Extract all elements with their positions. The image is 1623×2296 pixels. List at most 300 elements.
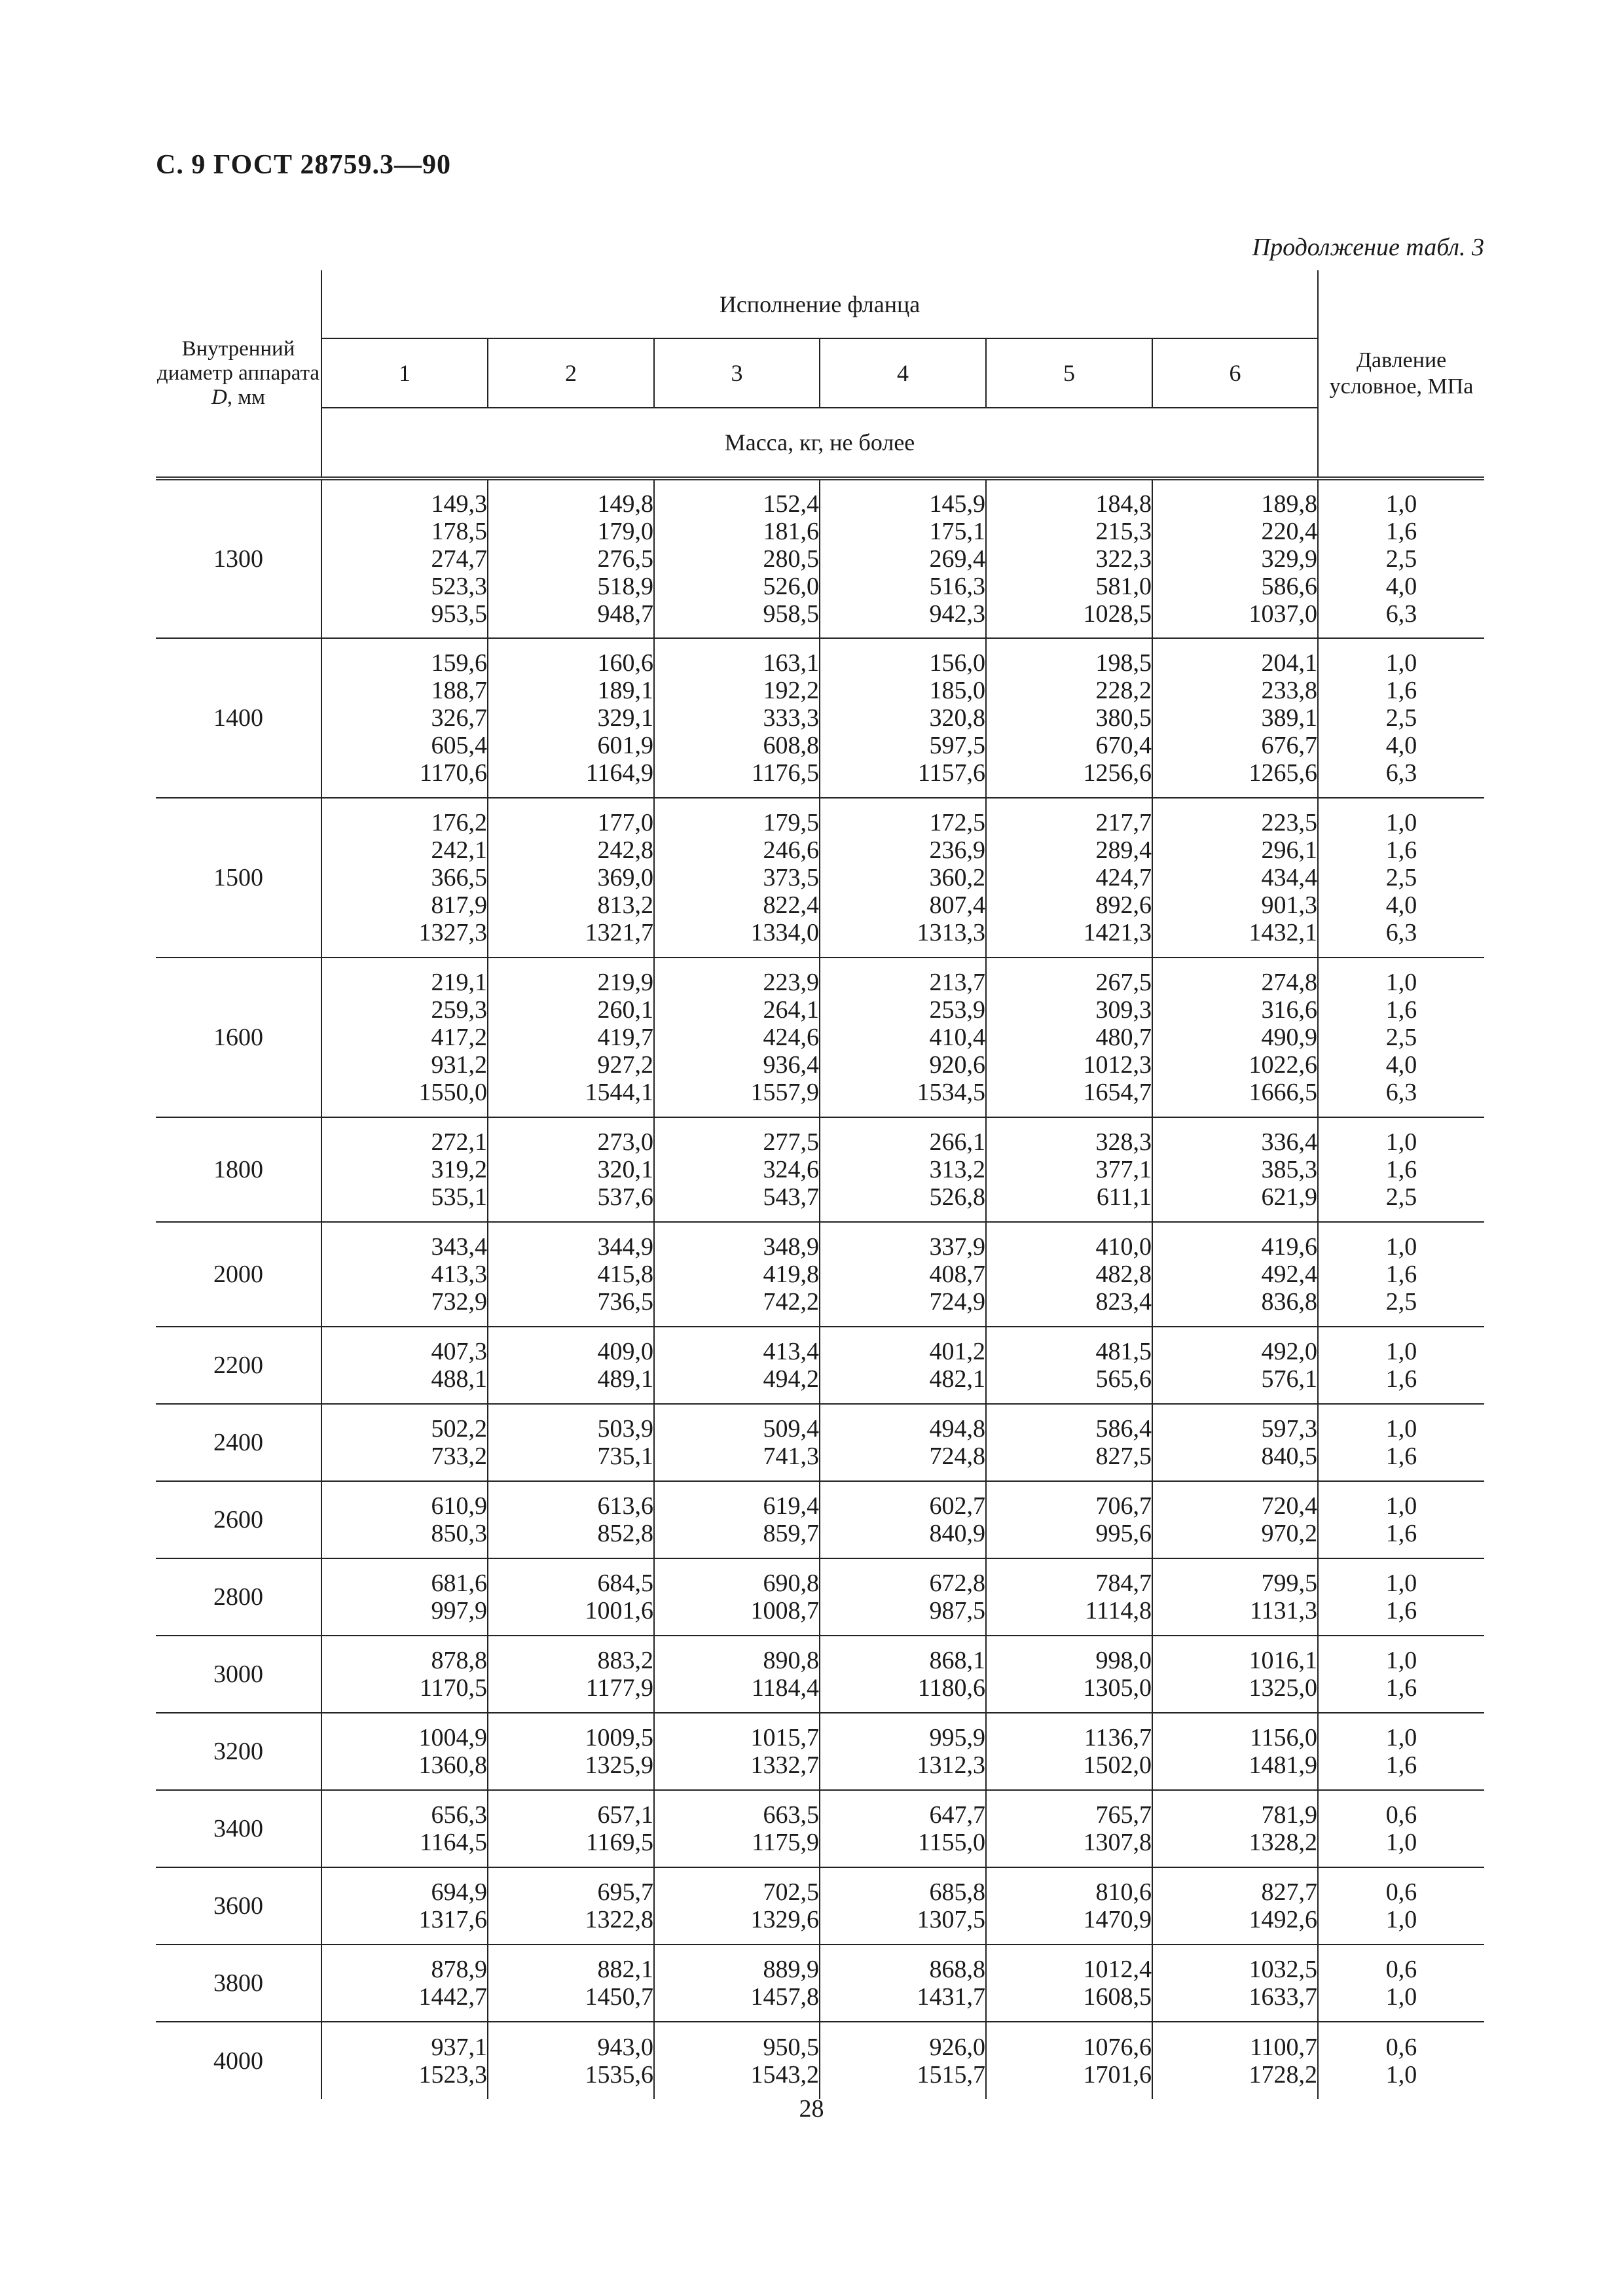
mass-cell-version-6 bbox=[1152, 1222, 1318, 1327]
mass-value: 215,3 bbox=[1095, 518, 1152, 545]
mass-value: 1155,0 bbox=[917, 1829, 985, 1856]
mass-cell-version-5 bbox=[986, 1117, 1152, 1222]
pressure-value: 0,6 bbox=[1385, 1801, 1417, 1829]
mass-value: 185,0 bbox=[929, 677, 985, 704]
mass-cell-version-2 bbox=[488, 1636, 654, 1713]
mass-value: 1307,8 bbox=[1083, 1829, 1152, 1856]
mass-cell-version-1 bbox=[321, 1867, 488, 1945]
mass-cell-version-4 bbox=[820, 1404, 986, 1481]
mass-value: 706,7 bbox=[1095, 1492, 1152, 1520]
mass-value: 145,9 bbox=[929, 490, 985, 518]
mass-cell-version-6 bbox=[1152, 1867, 1318, 1945]
mass-value: 149,3 bbox=[431, 490, 487, 518]
mass-value: 489,1 bbox=[597, 1365, 653, 1393]
mass-value: 1332,7 bbox=[750, 1751, 819, 1779]
table-row bbox=[156, 1636, 1484, 1713]
mass-cell-version-2 bbox=[488, 1117, 654, 1222]
mass-value: 503,9 bbox=[597, 1415, 653, 1443]
mass-value: 219,1 bbox=[431, 969, 487, 996]
mass-cell-version-2 bbox=[488, 1481, 654, 1558]
pressure-cell bbox=[1318, 2022, 1484, 2099]
mass-value: 720,4 bbox=[1261, 1492, 1318, 1520]
pressure-value: 1,6 bbox=[1385, 677, 1417, 704]
mass-value: 807,4 bbox=[929, 891, 985, 919]
mass-value: 822,4 bbox=[763, 891, 819, 919]
mass-cell-version-5 bbox=[986, 478, 1152, 638]
pressure-value: 1,0 bbox=[1385, 1492, 1417, 1520]
mass-value: 827,5 bbox=[1095, 1443, 1152, 1470]
mass-value: 1180,6 bbox=[917, 1674, 985, 1702]
mass-value: 1012,3 bbox=[1083, 1051, 1152, 1079]
mass-value: 1184,4 bbox=[751, 1674, 819, 1702]
mass-value: 482,8 bbox=[1095, 1261, 1152, 1288]
mass-value: 1450,7 bbox=[585, 1983, 653, 2011]
mass-value: 1256,6 bbox=[1083, 759, 1152, 787]
mass-value: 1157,6 bbox=[917, 759, 985, 787]
mass-value: 950,5 bbox=[763, 2033, 819, 2061]
mass-value: 1534,5 bbox=[917, 1079, 985, 1106]
pressure-value: 1,6 bbox=[1385, 1365, 1417, 1393]
mass-cell-version-4 bbox=[820, 478, 986, 638]
pressure-cell bbox=[1318, 1222, 1484, 1327]
pressure-value: 0,6 bbox=[1385, 2033, 1417, 2061]
mass-value: 1016,1 bbox=[1249, 1647, 1318, 1674]
pressure-value: 1,0 bbox=[1385, 1906, 1417, 1933]
mass-cell-version-1 bbox=[321, 638, 488, 798]
diameter-cell: 2200 bbox=[156, 1327, 321, 1404]
mass-value: 695,7 bbox=[597, 1878, 653, 1906]
mass-cell-version-4 bbox=[820, 1636, 986, 1713]
mass-cell-version-6 bbox=[1152, 1713, 1318, 1790]
mass-value: 424,7 bbox=[1095, 864, 1152, 891]
table-row bbox=[156, 1713, 1484, 1790]
mass-value: 1076,6 bbox=[1083, 2033, 1152, 2061]
pressure-cell bbox=[1318, 1945, 1484, 2022]
pressure-value: 1,0 bbox=[1385, 1983, 1417, 2011]
mass-value: 995,6 bbox=[1095, 1520, 1152, 1547]
mass-cell-version-5 bbox=[986, 1790, 1152, 1867]
mass-value: 328,3 bbox=[1095, 1128, 1152, 1156]
mass-value: 610,9 bbox=[431, 1492, 487, 1520]
mass-value: 1701,6 bbox=[1083, 2060, 1152, 2089]
mass-cell-version-3 bbox=[654, 1222, 820, 1327]
mass-value: 1544,1 bbox=[585, 1079, 653, 1106]
page-title: С. 9 ГОСТ 28759.3—90 bbox=[156, 150, 452, 180]
mass-value: 948,7 bbox=[597, 600, 653, 628]
mass-value: 369,0 bbox=[597, 864, 653, 891]
mass-value: 482,1 bbox=[929, 1365, 985, 1393]
pressure-cell bbox=[1318, 1117, 1484, 1222]
mass-value: 410,0 bbox=[1095, 1233, 1152, 1261]
mass-cell-version-3 bbox=[654, 1117, 820, 1222]
mass-value: 840,9 bbox=[929, 1520, 985, 1547]
mass-value: 810,6 bbox=[1095, 1878, 1152, 1906]
mass-value: 799,5 bbox=[1261, 1570, 1318, 1597]
mass-value: 1502,0 bbox=[1083, 1751, 1152, 1779]
mass-cell-version-1 bbox=[321, 1222, 488, 1327]
mass-cell-version-3 bbox=[654, 798, 820, 958]
mass-value: 160,6 bbox=[597, 649, 653, 677]
mass-value: 480,7 bbox=[1095, 1024, 1152, 1051]
table-row bbox=[156, 1222, 1484, 1327]
pressure-cell bbox=[1318, 1790, 1484, 1867]
diameter-cell: 2800 bbox=[156, 1558, 321, 1636]
mass-cell-version-1 bbox=[321, 798, 488, 958]
mass-cell-version-2 bbox=[488, 1790, 654, 1867]
mass-value: 1325,9 bbox=[585, 1751, 653, 1779]
mass-value: 1100,7 bbox=[1249, 2033, 1318, 2061]
mass-value: 890,8 bbox=[763, 1647, 819, 1674]
mass-value: 389,1 bbox=[1261, 704, 1318, 732]
mass-value: 179,5 bbox=[763, 809, 819, 836]
mass-value: 601,9 bbox=[597, 732, 653, 759]
pressure-value: 1,6 bbox=[1385, 1674, 1417, 1702]
mass-value: 264,1 bbox=[763, 996, 819, 1024]
mass-value: 152,4 bbox=[763, 490, 819, 518]
mass-value: 274,8 bbox=[1261, 969, 1318, 996]
mass-value: 385,3 bbox=[1261, 1156, 1318, 1183]
pressure-value: 1,0 bbox=[1385, 1128, 1417, 1156]
mass-value: 657,1 bbox=[597, 1801, 653, 1829]
mass-value: 608,8 bbox=[763, 732, 819, 759]
mass-cell-version-1 bbox=[321, 1327, 488, 1404]
mass-value: 733,2 bbox=[431, 1443, 487, 1470]
mass-value: 1470,9 bbox=[1083, 1906, 1152, 1933]
mass-value: 878,9 bbox=[431, 1956, 487, 1983]
mass-value: 272,1 bbox=[431, 1128, 487, 1156]
mass-value: 1457,8 bbox=[750, 1983, 819, 2011]
mass-value: 184,8 bbox=[1095, 490, 1152, 518]
mass-value: 313,2 bbox=[929, 1156, 985, 1183]
mass-cell-version-6 bbox=[1152, 1404, 1318, 1481]
mass-value: 1481,9 bbox=[1249, 1751, 1318, 1779]
mass-value: 920,6 bbox=[929, 1051, 985, 1079]
pressure-value: 1,6 bbox=[1385, 1443, 1417, 1470]
mass-value: 1431,7 bbox=[917, 1983, 985, 2011]
mass-value: 576,1 bbox=[1261, 1365, 1318, 1393]
table-continuation-label: Продолжение табл. 3 bbox=[1252, 234, 1484, 261]
mass-value: 228,2 bbox=[1095, 677, 1152, 704]
mass-cell-version-4 bbox=[820, 1327, 986, 1404]
mass-value: 401,2 bbox=[929, 1338, 985, 1365]
header-version-5: 5 bbox=[986, 338, 1152, 408]
diameter-cell: 3000 bbox=[156, 1636, 321, 1713]
pressure-value: 6,3 bbox=[1385, 1079, 1417, 1106]
mass-value: 937,1 bbox=[431, 2033, 487, 2061]
mass-value: 998,0 bbox=[1095, 1647, 1152, 1674]
mass-value: 1012,4 bbox=[1083, 1956, 1152, 1983]
mass-value: 1515,7 bbox=[917, 2060, 985, 2089]
mass-value: 943,0 bbox=[597, 2033, 653, 2061]
mass-value: 178,5 bbox=[431, 518, 487, 545]
table-row bbox=[156, 478, 1484, 638]
table-row bbox=[156, 2022, 1484, 2099]
mass-value: 348,9 bbox=[763, 1233, 819, 1261]
mass-value: 942,3 bbox=[929, 600, 985, 628]
mass-cell-version-4 bbox=[820, 1481, 986, 1558]
diameter-cell: 4000 bbox=[156, 2022, 321, 2099]
mass-value: 326,7 bbox=[431, 704, 487, 732]
mass-value: 621,9 bbox=[1261, 1183, 1318, 1211]
pressure-value: 1,0 bbox=[1385, 1415, 1417, 1443]
mass-cell-version-1 bbox=[321, 958, 488, 1117]
mass-value: 586,6 bbox=[1261, 573, 1318, 600]
mass-value: 373,5 bbox=[763, 864, 819, 891]
pressure-value: 1,6 bbox=[1385, 518, 1417, 545]
mass-value: 518,9 bbox=[597, 573, 653, 600]
pressure-value: 6,3 bbox=[1385, 919, 1417, 946]
mass-value: 581,0 bbox=[1095, 573, 1152, 600]
mass-value: 277,5 bbox=[763, 1128, 819, 1156]
mass-value: 163,1 bbox=[763, 649, 819, 677]
mass-value: 681,6 bbox=[431, 1570, 487, 1597]
mass-value: 175,1 bbox=[929, 518, 985, 545]
pressure-value: 1,6 bbox=[1385, 1261, 1417, 1288]
mass-value: 343,4 bbox=[431, 1233, 487, 1261]
mass-cell-version-4 bbox=[820, 798, 986, 958]
mass-value: 1136,7 bbox=[1084, 1724, 1152, 1751]
mass-value: 322,3 bbox=[1095, 545, 1152, 573]
diameter-cell: 2600 bbox=[156, 1481, 321, 1558]
mass-value: 329,1 bbox=[597, 704, 653, 732]
mass-value: 320,1 bbox=[597, 1156, 653, 1183]
mass-cell-version-4 bbox=[820, 1713, 986, 1790]
mass-value: 602,7 bbox=[929, 1492, 985, 1520]
pressure-value: 0,6 bbox=[1385, 1878, 1417, 1906]
mass-cell-version-5 bbox=[986, 1404, 1152, 1481]
mass-value: 1666,5 bbox=[1249, 1079, 1318, 1106]
mass-value: 1175,9 bbox=[751, 1829, 819, 1856]
mass-value: 413,4 bbox=[763, 1338, 819, 1365]
table-row bbox=[156, 1117, 1484, 1222]
mass-cell-version-5 bbox=[986, 1713, 1152, 1790]
mass-value: 494,2 bbox=[763, 1365, 819, 1393]
mass-value: 217,7 bbox=[1095, 809, 1152, 836]
mass-value: 280,5 bbox=[763, 545, 819, 573]
mass-cell-version-1 bbox=[321, 1558, 488, 1636]
mass-value: 958,5 bbox=[763, 600, 819, 628]
mass-cell-version-3 bbox=[654, 1945, 820, 2022]
mass-value: 523,3 bbox=[431, 573, 487, 600]
mass-cell-version-6 bbox=[1152, 1117, 1318, 1222]
header-flange-version: Исполнение фланца bbox=[321, 270, 1318, 338]
mass-value: 1265,6 bbox=[1249, 759, 1318, 787]
mass-cell-version-1 bbox=[321, 1790, 488, 1867]
pressure-value: 1,0 bbox=[1385, 1338, 1417, 1365]
diameter-cell: 3400 bbox=[156, 1790, 321, 1867]
mass-value: 1543,2 bbox=[750, 2060, 819, 2089]
mass-value: 419,7 bbox=[597, 1024, 653, 1051]
pressure-value: 4,0 bbox=[1385, 1051, 1417, 1079]
mass-value: 868,1 bbox=[929, 1647, 985, 1674]
mass-value: 742,2 bbox=[763, 1288, 819, 1316]
mass-cell-version-5 bbox=[986, 1481, 1152, 1558]
mass-value: 597,5 bbox=[929, 732, 985, 759]
mass-cell-version-1 bbox=[321, 1404, 488, 1481]
mass-cell-version-2 bbox=[488, 1945, 654, 2022]
mass-cell-version-2 bbox=[488, 1867, 654, 1945]
mass-cell-version-3 bbox=[654, 1327, 820, 1404]
header-version-4: 4 bbox=[820, 338, 986, 408]
pressure-value: 1,6 bbox=[1385, 1156, 1417, 1183]
table-row bbox=[156, 1481, 1484, 1558]
pressure-cell bbox=[1318, 958, 1484, 1117]
mass-value: 481,5 bbox=[1095, 1338, 1152, 1365]
mass-value: 987,5 bbox=[929, 1597, 985, 1624]
mass-value: 1360,8 bbox=[418, 1751, 487, 1779]
mass-value: 223,5 bbox=[1261, 809, 1318, 836]
table-row bbox=[156, 958, 1484, 1117]
diameter-cell: 3800 bbox=[156, 1945, 321, 2022]
pressure-cell bbox=[1318, 1867, 1484, 1945]
pressure-cell bbox=[1318, 478, 1484, 638]
mass-value: 1329,6 bbox=[750, 1906, 819, 1933]
diameter-cell: 2000 bbox=[156, 1222, 321, 1327]
mass-value: 289,4 bbox=[1095, 836, 1152, 864]
mass-value: 189,1 bbox=[597, 677, 653, 704]
mass-value: 882,1 bbox=[597, 1956, 653, 1983]
mass-value: 415,8 bbox=[597, 1261, 653, 1288]
mass-value: 619,4 bbox=[763, 1492, 819, 1520]
mass-value: 253,9 bbox=[929, 996, 985, 1024]
pressure-value: 1,0 bbox=[1385, 1724, 1417, 1751]
mass-value: 424,6 bbox=[763, 1024, 819, 1051]
mass-cell-version-3 bbox=[654, 1713, 820, 1790]
diameter-cell: 1500 bbox=[156, 798, 321, 958]
mass-value: 613,6 bbox=[597, 1492, 653, 1520]
mass-cell-version-5 bbox=[986, 798, 1152, 958]
mass-value: 1015,7 bbox=[750, 1724, 819, 1751]
mass-cell-version-4 bbox=[820, 1867, 986, 1945]
mass-value: 537,6 bbox=[597, 1183, 653, 1211]
mass-cell-version-6 bbox=[1152, 1327, 1318, 1404]
mass-value: 1170,5 bbox=[419, 1674, 487, 1702]
mass-cell-version-4 bbox=[820, 1790, 986, 1867]
mass-cell-version-2 bbox=[488, 1558, 654, 1636]
mass-value: 176,2 bbox=[431, 809, 487, 836]
mass-value: 859,7 bbox=[763, 1520, 819, 1547]
mass-cell-version-4 bbox=[820, 638, 986, 798]
header-pressure: Давление условное, МПа bbox=[1318, 270, 1484, 478]
mass-value: 936,4 bbox=[763, 1051, 819, 1079]
pressure-value: 1,0 bbox=[1385, 1233, 1417, 1261]
table-row bbox=[156, 1404, 1484, 1481]
mass-value: 316,6 bbox=[1261, 996, 1318, 1024]
pressure-value: 0,6 bbox=[1385, 1956, 1417, 1983]
mass-value: 1131,3 bbox=[1249, 1597, 1318, 1624]
mass-value: 213,7 bbox=[929, 969, 985, 996]
mass-cell-version-3 bbox=[654, 1636, 820, 1713]
pressure-value: 2,5 bbox=[1385, 545, 1417, 573]
mass-value: 260,1 bbox=[597, 996, 653, 1024]
mass-value: 1550,0 bbox=[418, 1079, 487, 1106]
mass-value: 269,4 bbox=[929, 545, 985, 573]
mass-value: 953,5 bbox=[431, 600, 487, 628]
pressure-value: 1,0 bbox=[1385, 1570, 1417, 1597]
mass-value: 360,2 bbox=[929, 864, 985, 891]
mass-value: 159,6 bbox=[431, 649, 487, 677]
mass-value: 852,8 bbox=[597, 1520, 653, 1547]
mass-value: 970,2 bbox=[1261, 1520, 1318, 1547]
mass-value: 735,1 bbox=[597, 1443, 653, 1470]
mass-value: 694,9 bbox=[431, 1878, 487, 1906]
header-diameter: Внутренний диаметр аппарата D, мм bbox=[156, 270, 321, 478]
mass-value: 192,2 bbox=[763, 677, 819, 704]
mass-value: 1177,9 bbox=[585, 1674, 653, 1702]
diameter-cell: 2400 bbox=[156, 1404, 321, 1481]
mass-value: 172,5 bbox=[929, 809, 985, 836]
pressure-value: 4,0 bbox=[1385, 891, 1417, 919]
mass-cell-version-6 bbox=[1152, 1558, 1318, 1636]
pressure-value: 1,0 bbox=[1385, 969, 1417, 996]
mass-value: 149,8 bbox=[597, 490, 653, 518]
mass-value: 901,3 bbox=[1261, 891, 1318, 919]
mass-value: 502,2 bbox=[431, 1415, 487, 1443]
pressure-value: 6,3 bbox=[1385, 600, 1417, 628]
mass-value: 1307,5 bbox=[917, 1906, 985, 1933]
pressure-cell bbox=[1318, 1327, 1484, 1404]
mass-value: 823,4 bbox=[1095, 1288, 1152, 1316]
mass-cell-version-5 bbox=[986, 638, 1152, 798]
header-version-3: 3 bbox=[654, 338, 820, 408]
mass-value: 926,0 bbox=[929, 2033, 985, 2061]
pressure-value: 2,5 bbox=[1385, 1183, 1417, 1211]
mass-value: 1321,7 bbox=[585, 919, 653, 946]
mass-value: 736,5 bbox=[597, 1288, 653, 1316]
pressure-cell bbox=[1318, 638, 1484, 798]
mass-value: 1032,5 bbox=[1249, 1956, 1318, 1983]
page-number: 28 bbox=[799, 2095, 824, 2123]
mass-value: 417,2 bbox=[431, 1024, 487, 1051]
mass-cell-version-5 bbox=[986, 1867, 1152, 1945]
mass-value: 410,4 bbox=[929, 1024, 985, 1051]
mass-value: 377,1 bbox=[1095, 1156, 1152, 1183]
mass-value: 1523,3 bbox=[418, 2060, 487, 2089]
mass-value: 242,1 bbox=[431, 836, 487, 864]
mass-value: 1004,9 bbox=[418, 1724, 487, 1751]
mass-cell-version-6 bbox=[1152, 2022, 1318, 2099]
mass-value: 817,9 bbox=[431, 891, 487, 919]
mass-value: 337,9 bbox=[929, 1233, 985, 1261]
diameter-cell: 1800 bbox=[156, 1117, 321, 1222]
table-row bbox=[156, 1867, 1484, 1945]
mass-value: 1028,5 bbox=[1083, 600, 1152, 628]
mass-value: 1164,5 bbox=[419, 1829, 487, 1856]
mass-value: 246,6 bbox=[763, 836, 819, 864]
mass-value: 836,8 bbox=[1261, 1288, 1318, 1316]
mass-value: 868,8 bbox=[929, 1956, 985, 1983]
mass-value: 408,7 bbox=[929, 1261, 985, 1288]
mass-value: 419,8 bbox=[763, 1261, 819, 1288]
mass-value: 492,4 bbox=[1261, 1261, 1318, 1288]
mass-value: 324,6 bbox=[763, 1156, 819, 1183]
mass-value: 690,8 bbox=[763, 1570, 819, 1597]
mass-value: 156,0 bbox=[929, 649, 985, 677]
pressure-value: 4,0 bbox=[1385, 732, 1417, 759]
mass-value: 407,3 bbox=[431, 1338, 487, 1365]
table-row bbox=[156, 798, 1484, 958]
mass-value: 492,0 bbox=[1261, 1338, 1318, 1365]
mass-cell-version-2 bbox=[488, 798, 654, 958]
header-version-6: 6 bbox=[1152, 338, 1318, 408]
mass-cell-version-5 bbox=[986, 1327, 1152, 1404]
mass-cell-version-3 bbox=[654, 958, 820, 1117]
pressure-value: 1,6 bbox=[1385, 1597, 1417, 1624]
mass-value: 494,8 bbox=[929, 1415, 985, 1443]
mass-cell-version-2 bbox=[488, 1222, 654, 1327]
mass-value: 434,4 bbox=[1261, 864, 1318, 891]
mass-value: 663,5 bbox=[763, 1801, 819, 1829]
